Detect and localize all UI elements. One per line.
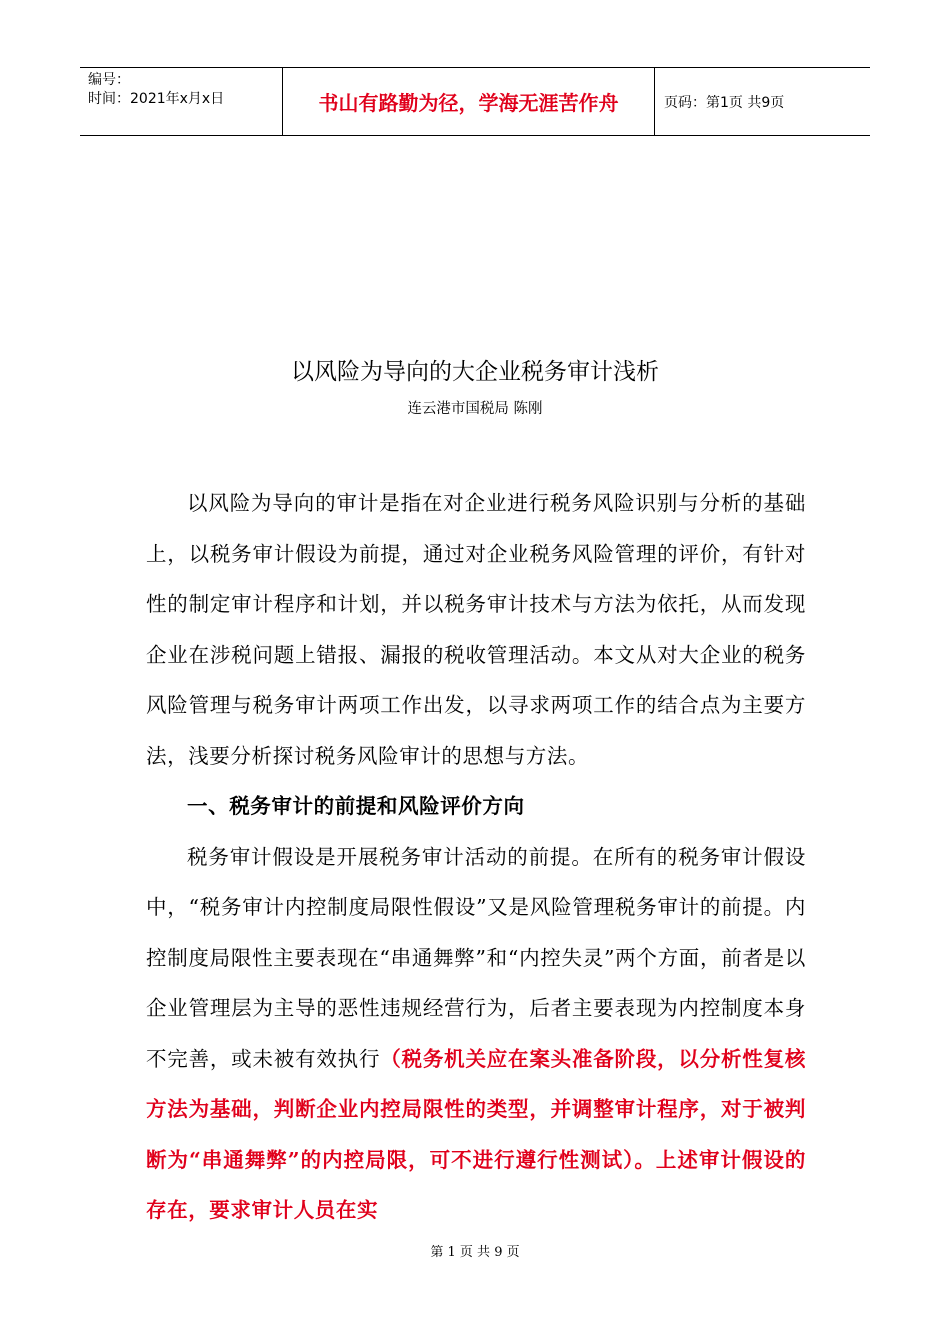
highlighted-text: （税务机关应在案头准备阶段，以分析性复核方法为基础，判断企业内控局限性的类型，并调整审计程序，对于被判断为“串通舞弊”的内控局限，可不进行遵行性测试）。上述审计假设的存在，要求审计人员在实 <box>146 1046 806 1222</box>
document-title: 以风险为导向的大企业税务审计浅析 <box>291 359 659 385</box>
date-label: 时间：2021年x月x日 <box>88 91 225 107</box>
header-motto: 书山有路勤为径，学海无涯苦作舟 <box>282 68 655 135</box>
paragraph-assumption <box>146 832 806 1236</box>
header-page-label: 页码：第1页 共9页 <box>664 94 785 111</box>
document-body <box>146 478 806 1236</box>
page-footer: 第 1 页 共 9 页 <box>430 1245 520 1260</box>
section-heading-1: 一、税务审计的前提和风险评价方向 <box>187 794 525 818</box>
paragraph-intro: 以风险为导向的审计是指在对企业进行税务风险识别与分析的基础上，以税务审计假设为前提，通过对企业税务风险管理的评价，有针对性的制定审计程序和计划，并以税务审计技术与方法为依托，从而发现企业在涉税问题上错报、漏报的税收管理活动。本文从对大企业的税务风险管理与税务审计两项工作出发，以寻求两项工作的结合点为主要方法，浅要分析探讨税务风险审计的思想与方法。 <box>146 491 806 768</box>
paragraph-text: 税务审计假设是开展税务审计活动的前提。在所有的税务审计假设中，“税务审计内控制度局限性假设”又是风险管理税务审计的前提。内控制度局限性主要表现在“串通舞弊”和“内控失灵”两个方面，前者是以企业管理层为主导的恶性违规经营行为，后者主要表现为内控制度本身不完善，或未被有效执行 <box>146 844 806 1071</box>
document-author: 连云港市国税局 陈刚 <box>407 401 543 417</box>
header-meta <box>80 68 282 135</box>
serial-label: 编号： <box>88 72 130 88</box>
page-header <box>80 67 870 136</box>
